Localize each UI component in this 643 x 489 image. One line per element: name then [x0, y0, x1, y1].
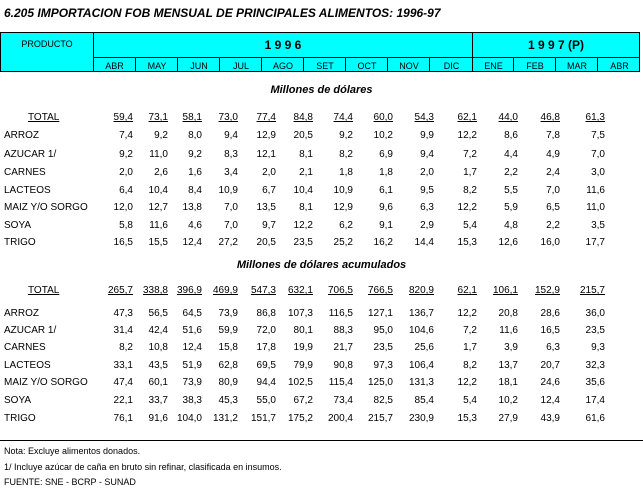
cell-value: 16,5 [113, 237, 133, 248]
cell-value: 10,9 [333, 185, 353, 196]
cell-value: 23,5 [373, 342, 393, 353]
cell-value: 9,2 [188, 149, 202, 160]
cell-value: 125,0 [367, 377, 393, 388]
cell-value: 9,2 [154, 130, 168, 141]
cell-value: 5,5 [504, 185, 518, 196]
cell-value: 136,7 [408, 308, 434, 319]
cell-value: 4,9 [546, 149, 560, 160]
cell-value: 338,8 [142, 285, 168, 296]
row-label: MAIZ Y/O SORGO [4, 202, 88, 213]
cell-value: 12,6 [498, 237, 518, 248]
table-row [0, 235, 643, 252]
header-divider [135, 57, 136, 71]
cell-value: 16,5 [540, 325, 560, 336]
cell-value: 64,5 [182, 308, 202, 319]
page-title: 6.205 IMPORTACION FOB MENSUAL DE PRINCIPALES ALIMENTOS: 1996-97 [4, 6, 441, 20]
row-label: CARNES [4, 167, 46, 178]
cell-value: 94,4 [256, 377, 276, 388]
cell-value: 2,0 [119, 167, 133, 178]
cell-value: 24,6 [540, 377, 560, 388]
cell-value: 35,6 [585, 377, 605, 388]
table-row [0, 200, 643, 217]
cell-value: 12,2 [457, 377, 477, 388]
cell-value: 86,8 [256, 308, 276, 319]
cell-value: 61,3 [585, 112, 605, 123]
table-row [0, 375, 643, 392]
cell-value: 106,4 [408, 360, 434, 371]
cell-value: 13,5 [256, 202, 276, 213]
cell-value: 79,9 [293, 360, 313, 371]
cell-value: 47,3 [113, 308, 133, 319]
table-row [0, 358, 643, 375]
cell-value: 6,7 [262, 185, 276, 196]
month-header-cell: ABR [610, 61, 629, 71]
month-header-cell: OCT [357, 61, 377, 71]
cell-value: 80,1 [293, 325, 313, 336]
cell-value: 33,1 [113, 360, 133, 371]
cell-value: 17,4 [585, 395, 605, 406]
cell-value: 820,9 [408, 285, 434, 296]
cell-value: 3,4 [224, 167, 238, 178]
cell-value: 16,2 [373, 237, 393, 248]
cell-value: 7,0 [546, 185, 560, 196]
cell-value: 88,3 [333, 325, 353, 336]
row-label: LACTEOS [4, 185, 51, 196]
cell-value: 56,5 [148, 308, 168, 319]
month-header-cell: JUN [190, 61, 208, 71]
cell-value: 20,7 [540, 360, 560, 371]
row-label: SOYA [4, 220, 32, 231]
cell-value: 27,9 [498, 413, 518, 424]
cell-value: 47,4 [113, 377, 133, 388]
cell-value: 706,5 [327, 285, 353, 296]
cell-value: 6,5 [546, 202, 560, 213]
cell-value: 15,5 [148, 237, 168, 248]
cell-value: 12,2 [457, 308, 477, 319]
cell-value: 20,5 [293, 130, 313, 141]
cell-value: 9,1 [379, 220, 393, 231]
header-divider [345, 57, 346, 71]
cell-value: 23,5 [585, 325, 605, 336]
cell-value: 115,4 [328, 377, 353, 388]
row-label: ARROZ [4, 130, 39, 141]
cell-value: 8,2 [119, 342, 133, 353]
cell-value: 73,0 [218, 112, 238, 123]
header-divider [429, 57, 430, 71]
cell-value: 5,9 [504, 202, 518, 213]
cell-value: 97,3 [373, 360, 393, 371]
month-header-cell: AGO [272, 61, 293, 71]
cell-value: 20,8 [498, 308, 518, 319]
cell-value: 8,2 [463, 185, 477, 196]
cell-value: 6,1 [379, 185, 393, 196]
cell-value: 43,9 [540, 413, 560, 424]
cell-value: 77,4 [256, 112, 276, 123]
cell-value: 2,6 [154, 167, 168, 178]
cell-value: 55,0 [256, 395, 276, 406]
cell-value: 43,5 [148, 360, 168, 371]
cell-value: 9,2 [339, 130, 353, 141]
cell-value: 4,6 [188, 220, 202, 231]
row-label: ARROZ [4, 308, 39, 319]
month-header-cell: MAR [567, 61, 587, 71]
cell-value: 9,2 [119, 149, 133, 160]
header-divider [513, 57, 514, 71]
section-title-monthly: Millones de dólares [270, 84, 373, 96]
cell-value: 547,3 [250, 285, 276, 296]
cell-value: 15,3 [457, 237, 477, 248]
cell-value: 67,2 [293, 395, 313, 406]
cell-value: 5,4 [463, 220, 477, 231]
cell-value: 74,4 [333, 112, 353, 123]
cell-value: 106,1 [492, 285, 518, 296]
cell-value: 38,3 [182, 395, 202, 406]
cell-value: 59,4 [113, 112, 133, 123]
cell-value: 2,2 [546, 220, 560, 231]
cell-value: 14,4 [414, 237, 434, 248]
cell-value: 3,0 [591, 167, 605, 178]
note-azucar: 1/ Incluye azúcar de caña en bruto sin refinar, clasificada en insumos. [4, 462, 282, 472]
cell-value: 80,9 [218, 377, 238, 388]
cell-value: 59,9 [218, 325, 238, 336]
cell-value: 16,0 [540, 237, 560, 248]
cell-value: 8,1 [299, 149, 313, 160]
cell-value: 62,1 [457, 112, 477, 123]
table-row [0, 128, 643, 145]
cell-value: 17,8 [256, 342, 276, 353]
cell-value: 33,7 [148, 395, 168, 406]
cell-value: 8,1 [299, 202, 313, 213]
cell-value: 1,6 [188, 167, 202, 178]
cell-value: 42,4 [148, 325, 168, 336]
cell-value: 7,0 [224, 220, 238, 231]
cell-value: 10,2 [498, 395, 518, 406]
month-header-cell: NOV [399, 61, 419, 71]
cell-value: 151,7 [250, 413, 276, 424]
note-excluye: Nota: Excluye alimentos donados. [4, 446, 141, 456]
table-header [0, 32, 640, 72]
table-row [0, 165, 643, 182]
header-divider [93, 33, 94, 71]
cell-value: 152,9 [534, 285, 560, 296]
cell-value: 8,3 [224, 149, 238, 160]
cell-value: 73,4 [333, 395, 353, 406]
cell-value: 2,0 [262, 167, 276, 178]
table-row [0, 323, 643, 340]
table-row [0, 183, 643, 200]
cell-value: 82,5 [373, 395, 393, 406]
table-row [0, 306, 643, 323]
cell-value: 45,3 [218, 395, 238, 406]
cell-value: 85,4 [414, 395, 434, 406]
cell-value: 2,1 [299, 167, 313, 178]
cell-value: 766,5 [367, 285, 393, 296]
cell-value: 4,4 [504, 149, 518, 160]
cell-value: 2,4 [546, 167, 560, 178]
header-divider [597, 57, 598, 71]
cell-value: 28,6 [540, 308, 560, 319]
cell-value: 116,5 [328, 308, 353, 319]
cell-value: 7,2 [463, 149, 477, 160]
header-year-1997: 1 9 9 7 (P) [527, 38, 585, 52]
cell-value: 12,2 [293, 220, 313, 231]
cell-value: 12,0 [113, 202, 133, 213]
cell-value: 215,7 [367, 413, 393, 424]
cell-value: 7,5 [591, 130, 605, 141]
cell-value: 5,4 [463, 395, 477, 406]
row-label: TRIGO [4, 413, 36, 424]
cell-value: 8,2 [339, 149, 353, 160]
cell-value: 11,6 [499, 325, 518, 336]
cell-value: 19,9 [293, 342, 313, 353]
cell-value: 12,4 [182, 342, 202, 353]
cell-value: 1,8 [379, 167, 393, 178]
month-header-cell: JUL [232, 61, 249, 71]
month-header-cell: MAY [147, 61, 167, 71]
cell-value: 6,3 [420, 202, 434, 213]
cell-value: 60,1 [148, 377, 168, 388]
row-label: SOYA [4, 395, 32, 406]
cell-value: 2,0 [420, 167, 434, 178]
cell-value: 9,7 [262, 220, 276, 231]
cell-value: 54,3 [414, 112, 434, 123]
cell-value: 7,2 [463, 325, 477, 336]
cell-value: 1,7 [463, 342, 477, 353]
cell-value: 22,1 [113, 395, 133, 406]
cell-value: 175,2 [287, 413, 313, 424]
header-divider [555, 57, 556, 71]
table-row [0, 411, 643, 428]
cell-value: 10,4 [293, 185, 313, 196]
row-label: CARNES [4, 342, 46, 353]
cell-value: 27,2 [218, 237, 238, 248]
cell-value: 72,0 [256, 325, 276, 336]
cell-value: 91,6 [148, 413, 168, 424]
cell-value: 95,0 [373, 325, 393, 336]
cell-value: 25,6 [414, 342, 434, 353]
cell-value: 104,0 [176, 413, 202, 424]
cell-value: 5,8 [119, 220, 133, 231]
header-divider [472, 33, 473, 71]
cell-value: 1,7 [463, 167, 477, 178]
cell-value: 396,9 [176, 285, 202, 296]
cell-value: 131,2 [212, 413, 238, 424]
row-label: MAIZ Y/O SORGO [4, 377, 88, 388]
cell-value: 10,2 [373, 130, 393, 141]
total-row [0, 283, 643, 300]
cell-value: 73,9 [218, 308, 238, 319]
cell-value: 6,4 [119, 185, 133, 196]
cell-value: 18,1 [498, 377, 518, 388]
header-divider [303, 57, 304, 71]
notes-divider [0, 440, 643, 441]
table-row [0, 340, 643, 357]
cell-value: 10,9 [218, 185, 238, 196]
cell-value: 10,8 [148, 342, 168, 353]
cell-value: 20,5 [256, 237, 276, 248]
row-label: TOTAL [28, 112, 60, 123]
cell-value: 21,7 [333, 342, 353, 353]
row-label: AZUCAR 1/ [4, 149, 57, 160]
cell-value: 9,3 [591, 342, 605, 353]
cell-value: 8,2 [463, 360, 477, 371]
cell-value: 12,4 [182, 237, 202, 248]
cell-value: 2,9 [420, 220, 434, 231]
cell-value: 230,9 [408, 413, 434, 424]
cell-value: 15,8 [218, 342, 238, 353]
cell-value: 4,8 [504, 220, 518, 231]
row-label: LACTEOS [4, 360, 51, 371]
cell-value: 8,4 [188, 185, 202, 196]
cell-value: 9,5 [420, 185, 434, 196]
cell-value: 632,1 [287, 285, 313, 296]
cell-value: 60,0 [373, 112, 393, 123]
cell-value: 12,9 [256, 130, 276, 141]
cell-value: 12,1 [256, 149, 276, 160]
cell-value: 7,0 [591, 149, 605, 160]
cell-value: 10,4 [148, 185, 168, 196]
cell-value: 102,5 [287, 377, 313, 388]
cell-value: 12,9 [333, 202, 353, 213]
cell-value: 31,4 [113, 325, 133, 336]
cell-value: 265,7 [107, 285, 133, 296]
cell-value: 69,5 [256, 360, 276, 371]
cell-value: 12,4 [540, 395, 560, 406]
cell-value: 11,6 [586, 185, 605, 196]
table-row [0, 393, 643, 410]
cell-value: 46,8 [540, 112, 560, 123]
cell-value: 11,0 [586, 202, 605, 213]
cell-value: 15,3 [457, 413, 477, 424]
note-fuente: FUENTE: SNE - BCRP - SUNAD [4, 477, 136, 487]
cell-value: 61,6 [585, 413, 605, 424]
cell-value: 84,8 [293, 112, 313, 123]
header-producto: PRODUCTO [21, 39, 73, 49]
cell-value: 9,4 [420, 149, 434, 160]
cell-value: 36,0 [585, 308, 605, 319]
cell-value: 13,7 [498, 360, 518, 371]
cell-value: 17,7 [585, 237, 605, 248]
cell-value: 13,8 [182, 202, 202, 213]
cell-value: 11,6 [149, 220, 168, 231]
cell-value: 107,3 [287, 308, 313, 319]
header-divider [387, 57, 388, 71]
cell-value: 3,5 [591, 220, 605, 231]
month-header-cell: SET [316, 61, 334, 71]
header-divider [177, 57, 178, 71]
row-label: TOTAL [28, 285, 60, 296]
month-header-cell: DIC [443, 61, 460, 71]
cell-value: 9,6 [379, 202, 393, 213]
cell-value: 62,1 [457, 285, 477, 296]
cell-value: 200,4 [327, 413, 353, 424]
cell-value: 51,9 [182, 360, 202, 371]
month-header-cell: ABR [105, 61, 124, 71]
cell-value: 104,6 [408, 325, 434, 336]
cell-value: 58,1 [182, 112, 202, 123]
table-row [0, 218, 643, 235]
cell-value: 62,8 [218, 360, 238, 371]
table-row [0, 147, 643, 164]
row-label: TRIGO [4, 237, 36, 248]
cell-value: 90,8 [333, 360, 353, 371]
cell-value: 1,8 [339, 167, 353, 178]
total-row [0, 110, 643, 127]
cell-value: 11,0 [149, 149, 168, 160]
cell-value: 2,2 [504, 167, 518, 178]
month-header-cell: FEB [526, 61, 544, 71]
cell-value: 44,0 [498, 112, 518, 123]
row-label: AZUCAR 1/ [4, 325, 57, 336]
cell-value: 23,5 [293, 237, 313, 248]
header-divider [219, 57, 220, 71]
cell-value: 6,9 [379, 149, 393, 160]
header-divider [93, 57, 639, 58]
cell-value: 12,2 [457, 130, 477, 141]
cell-value: 7,4 [119, 130, 133, 141]
cell-value: 7,8 [546, 130, 560, 141]
cell-value: 6,3 [546, 342, 560, 353]
cell-value: 32,3 [585, 360, 605, 371]
cell-value: 12,7 [148, 202, 168, 213]
header-year-1996: 1 9 9 6 [264, 38, 302, 52]
cell-value: 51,6 [182, 325, 202, 336]
cell-value: 9,4 [224, 130, 238, 141]
header-divider [261, 57, 262, 71]
month-header-cell: ENE [484, 61, 503, 71]
cell-value: 6,2 [339, 220, 353, 231]
cell-value: 12,2 [457, 202, 477, 213]
cell-value: 469,9 [212, 285, 238, 296]
cell-value: 9,9 [420, 130, 434, 141]
cell-value: 73,9 [182, 377, 202, 388]
cell-value: 7,0 [224, 202, 238, 213]
cell-value: 8,0 [188, 130, 202, 141]
cell-value: 76,1 [113, 413, 133, 424]
cell-value: 25,2 [333, 237, 353, 248]
section-title-cumulative: Millones de dólares acumulados [236, 259, 407, 271]
cell-value: 3,9 [504, 342, 518, 353]
cell-value: 215,7 [579, 285, 605, 296]
cell-value: 8,6 [504, 130, 518, 141]
cell-value: 73,1 [148, 112, 168, 123]
cell-value: 131,3 [408, 377, 434, 388]
cell-value: 127,1 [367, 308, 393, 319]
